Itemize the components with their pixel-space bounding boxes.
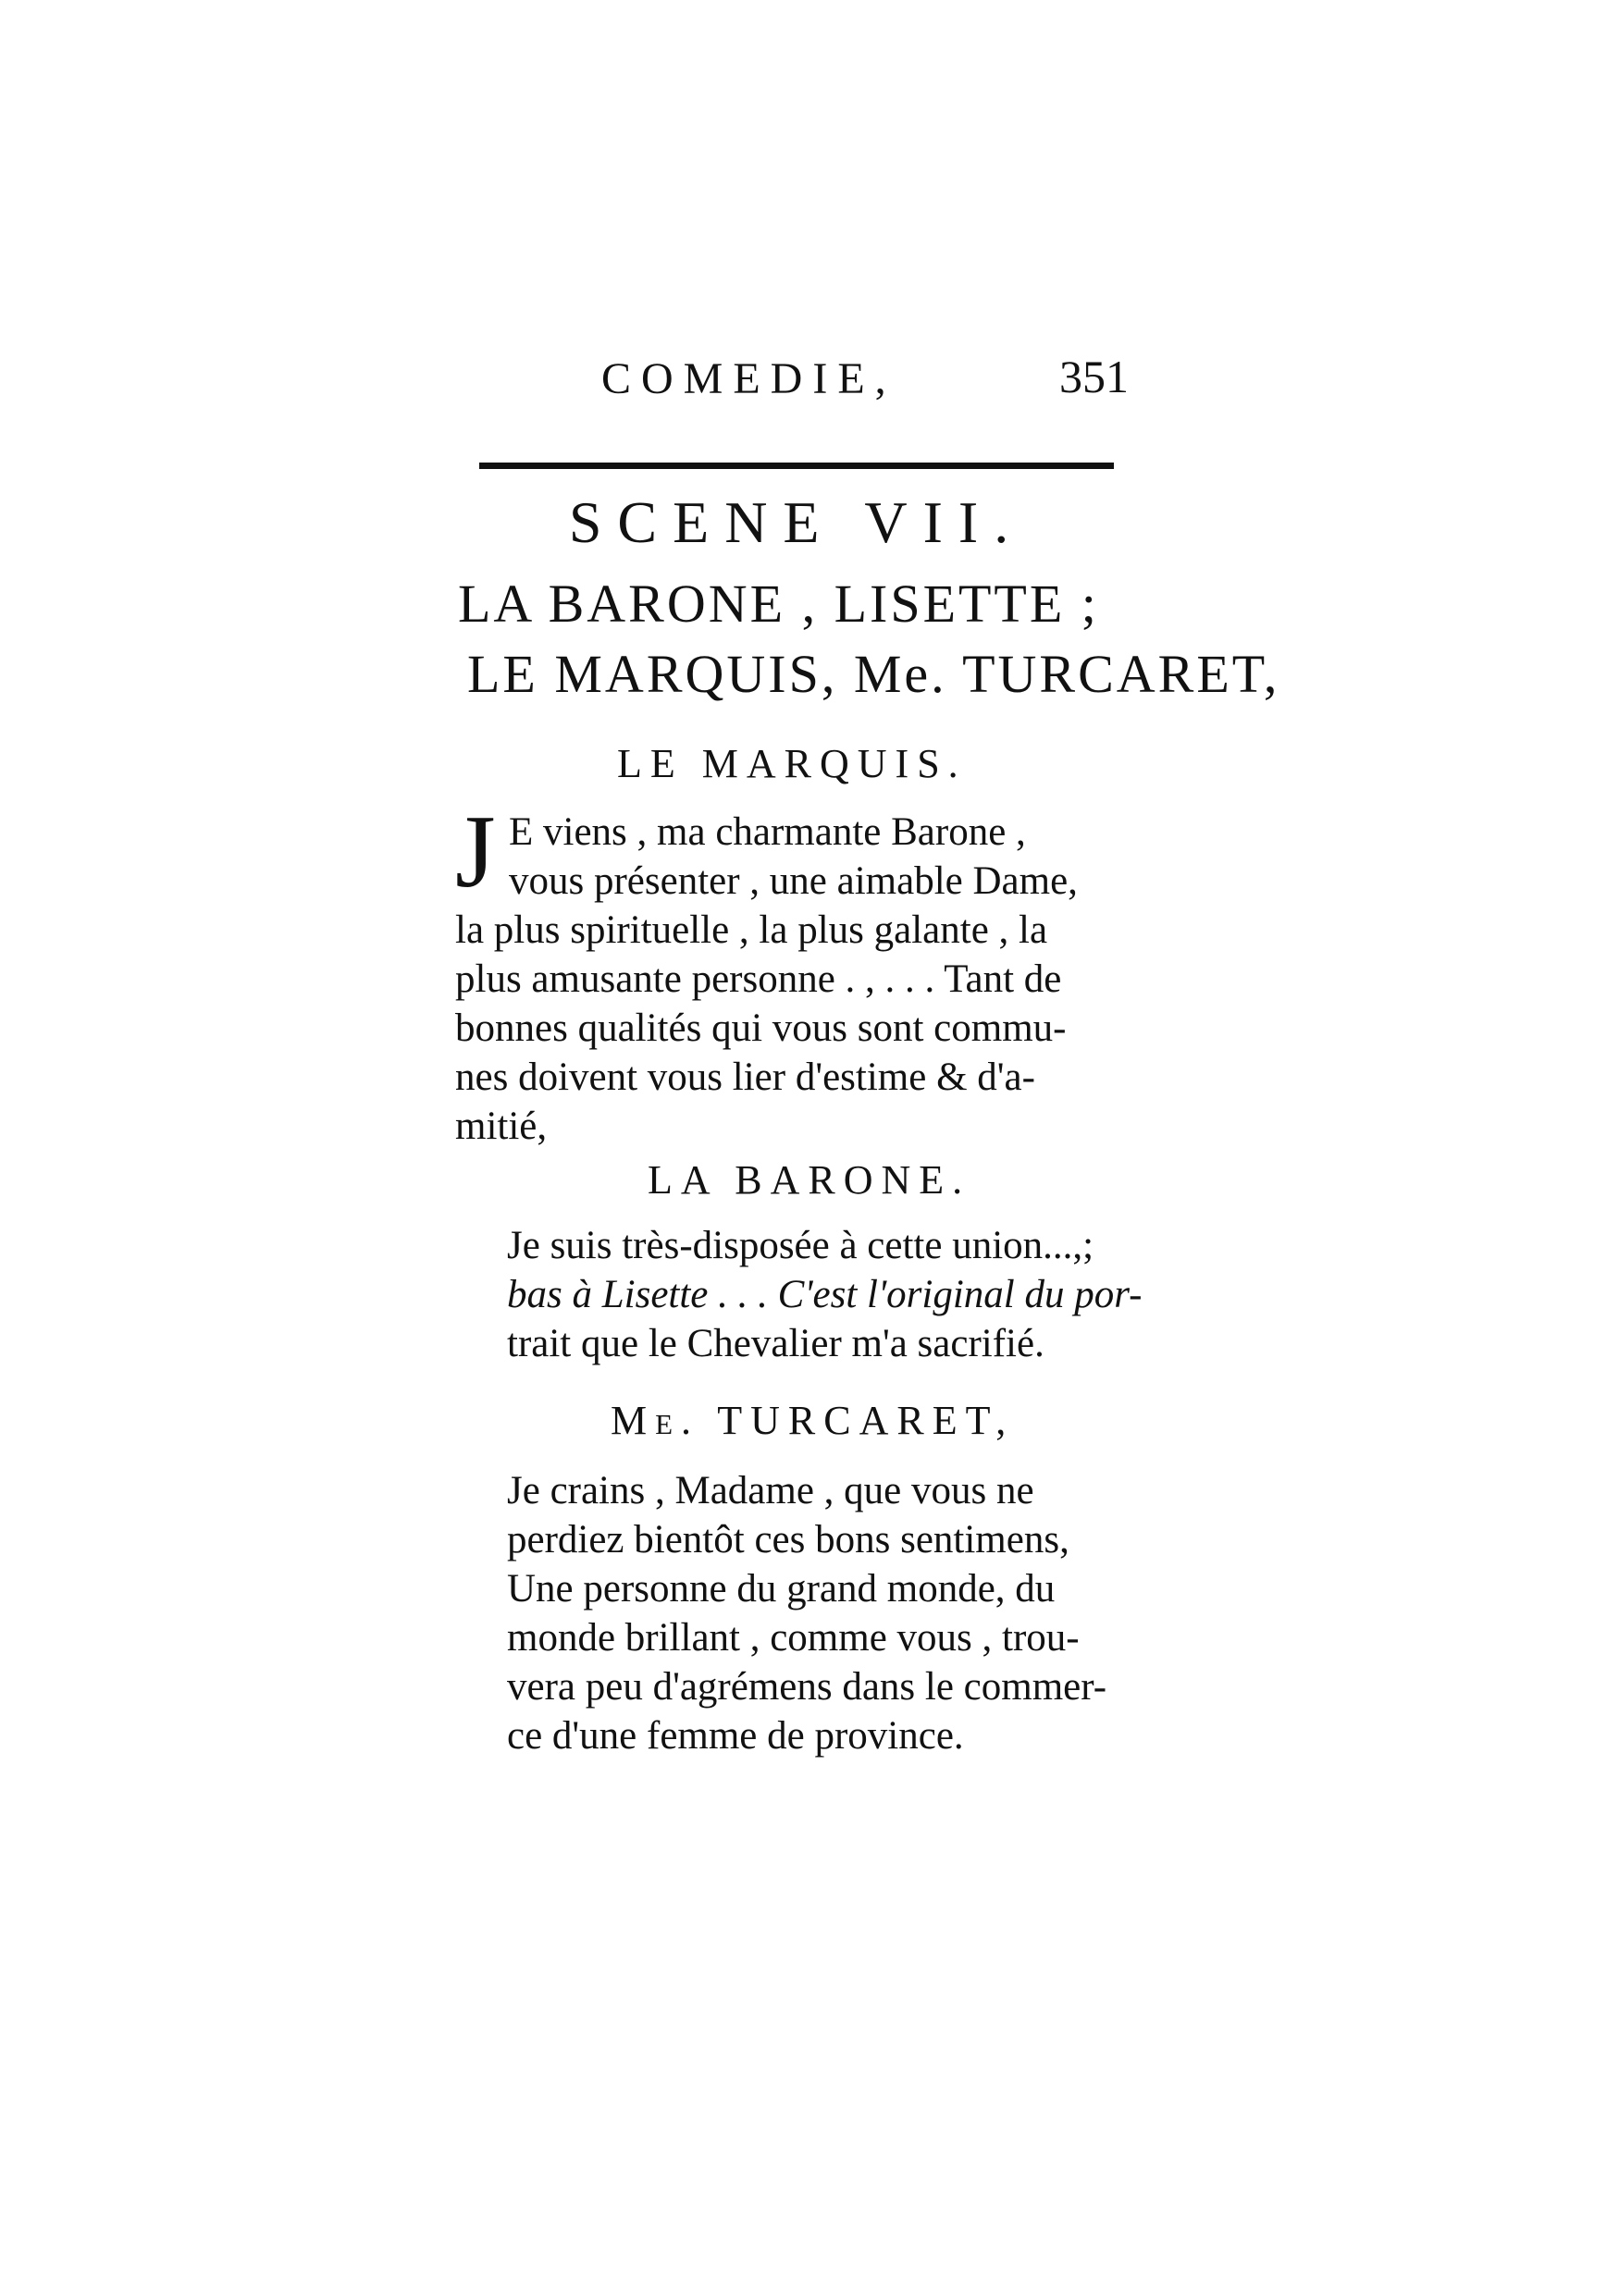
speech-line: bonnes qualités qui vous sont commu- [455,1006,1067,1050]
speech-line: ce d'une femme de province. [507,1714,964,1758]
character-line: LE MARQUIS, Me. TURCARET, [467,644,1280,704]
speech-block [455,795,1078,1151]
speech-line: perdiez bientôt ces bons sentimens, [507,1518,1069,1562]
speech-line: trait que le Chevalier m'a sacrifié. [507,1322,1044,1365]
speech-line: Une personne du grand monde, du [507,1567,1056,1611]
speech-line: mitié, [455,1105,548,1148]
drop-cap: J [455,795,496,909]
speech-line: Je crains , Madame , que vous ne [507,1469,1034,1512]
running-head: COMEDIE, [601,354,896,403]
speech-line: vera peu d'agrémens dans le commer- [507,1665,1107,1709]
speech-line: nes doivent vous lier d'estime & d'a- [455,1055,1035,1099]
speech-block [507,1221,1142,1368]
speaker-name: LE MARQUIS. [617,741,967,786]
speech-line: la plus spirituelle , la plus galante , la [455,908,1048,952]
speech-line: vous présenter , une aimable Dame, [509,859,1078,903]
speech-line: Je suis très-disposée à cette union...,; [507,1224,1094,1267]
speech-text: E viens , ma charmante Barone , [509,810,1026,854]
header-rule [479,463,1114,469]
speech-block [507,1466,1106,1760]
speaker-name: LA BARONE. [648,1157,971,1203]
page-number: 351 [1059,351,1129,402]
speaker-name: Me. TURCARET, [611,1398,1015,1443]
character-list [449,569,1280,710]
speech-line: plus amusante personne . , . . . Tant de [455,957,1062,1001]
scene-title: SCENE VII. [568,489,1025,555]
character-line: LA BARONE , LISETTE ; [458,574,1099,634]
speech-line: monde brillant , comme vous , trou- [507,1616,1080,1660]
speech-line: bas à Lisette . . . C'est l'original du por- [507,1273,1143,1316]
